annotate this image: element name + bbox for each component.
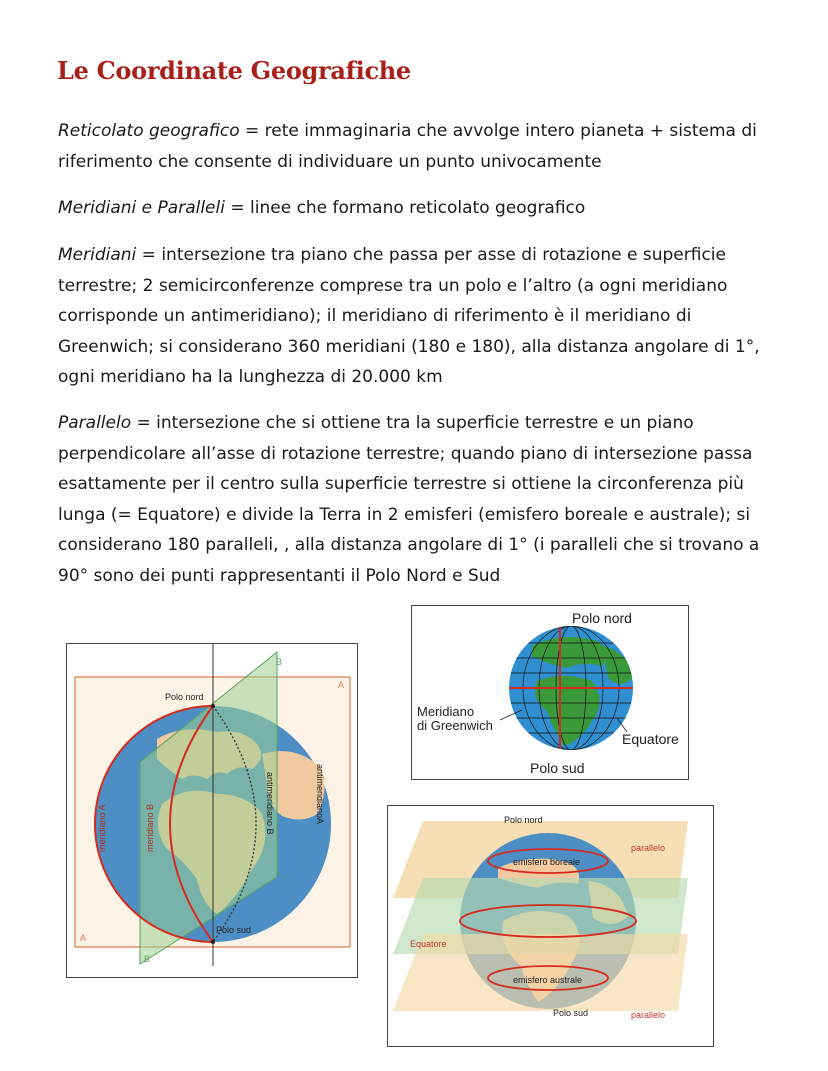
definition: = intersezione che si ottiene tra la superficie terrestre e un piano perpendicolare all’asse di rotazione terrestre; quando piano di intersezione passa esattamente per il centro sulla superficie terrestre si ottiene la circonferenza più lunga (= Equatore) e divide la Terra in 2 emisferi (emisfero boreale e australe); si considerano 180 paralleli, , alla distanza angolare di 1° (i paralleli che si trovano a 90° sono dei punti rappresentanti il Polo Nord e Sud (58, 413, 760, 586)
meridiano-b-label: meridiano B (145, 803, 155, 852)
north-pole-dot (211, 704, 215, 708)
equatore-label: Equatore (622, 731, 679, 747)
polo-sud-label: Polo sud (216, 925, 252, 935)
page-title: Le Coordinate Geografiche (57, 56, 411, 85)
plane-b-label-top: B (276, 657, 283, 667)
meridiano-label-2: di Greenwich (417, 718, 493, 733)
emisfero-boreale-label: emisfero boreale (513, 857, 581, 867)
plane-a-label-bottom: A (80, 933, 87, 943)
term: Meridiani e Paralleli (58, 198, 225, 218)
polo-nord-label: Polo nord (165, 692, 204, 702)
plane-b-label-bottom: B (144, 954, 151, 964)
polo-sud-label: Polo sud (530, 760, 585, 776)
term: Reticolato geografico (58, 121, 240, 141)
emisfero-australe-label: emisfero australe (513, 975, 583, 985)
meridiano-label-1: Meridiano (417, 704, 475, 719)
equatore-label: Equatore (410, 939, 447, 949)
paragraph-meridiani (58, 240, 783, 393)
definition: = linee che formano reticolato geografico (224, 198, 586, 218)
parallelo-top-label: parallelo (631, 843, 666, 853)
figure-grid-globe (411, 605, 689, 780)
figure-meridians (66, 643, 358, 978)
meridiano-a-label: meridiano A (97, 804, 107, 852)
plane-a-label-top: A (338, 680, 345, 690)
paragraph-parallelo (58, 408, 783, 591)
definition: = rete immaginaria che avvolge intero pianeta + sistema di riferimento che consente di individuare un punto univocamente (58, 121, 757, 172)
parallelo-bottom-label: parallelo (631, 1010, 666, 1020)
south-pole-dot (211, 940, 215, 944)
definition: = intersezione tra piano che passa per asse di rotazione e superficie terrestre; 2 semicirconferenze comprese tra un polo e l’altro (a ogni meridiano corrisponde un antimeridiano); il meridiano di riferimento è il meridiano di Greenwich; si considerano 360 meridiani (180 e 180), alla distanza angolare di 1°, ogni meridiano ha la lunghezza di 20.000 km (58, 245, 760, 387)
term: Meridiani (58, 245, 137, 265)
polo-nord-label: Polo nord (572, 610, 632, 626)
polo-sud-label: Polo sud (553, 1008, 589, 1018)
paragraph-reticolato (58, 116, 783, 177)
antimeridiano-a-label: antimeridianoA (315, 764, 325, 825)
polo-nord-label: Polo nord (504, 815, 543, 825)
figure-parallels (387, 805, 714, 1047)
term: Parallelo (58, 413, 132, 433)
antimeridiano-b-label: antimeridiano B (265, 772, 275, 835)
paragraph-meridiani-paralleli (58, 193, 783, 224)
